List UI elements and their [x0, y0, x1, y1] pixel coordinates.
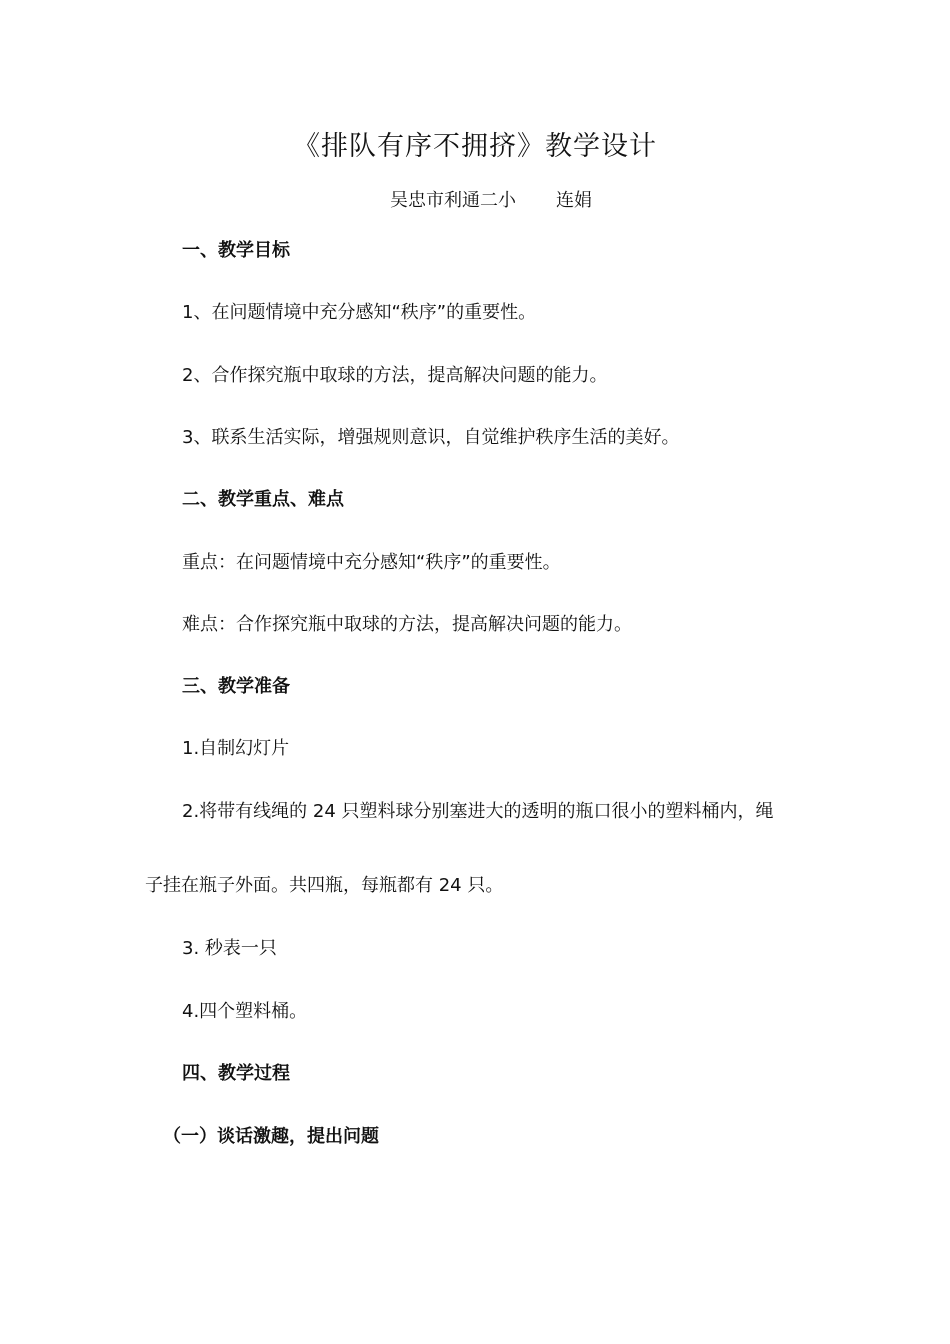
section-heading-key-points: 二、教学重点、难点 [182, 489, 344, 510]
section-heading-preparation: 三、教学准备 [182, 676, 290, 697]
prep-item-3: 3. 秒表一只 [182, 938, 277, 959]
key-point-text: 重点：在问题情境中充分感知“秩序”的重要性。 [182, 552, 561, 573]
section-heading-goals: 一、教学目标 [182, 240, 290, 261]
goal-item-3: 3、联系生活实际，增强规则意识，自觉维护秩序生活的美好。 [182, 427, 680, 448]
process-subheading-1: （一）谈话激趣，提出问题 [163, 1126, 379, 1147]
document-title: 《排队有序不拥挤》教学设计 [293, 131, 657, 162]
author-name: 连娟 [556, 190, 592, 211]
goal-item-1: 1、在问题情境中充分感知“秩序”的重要性。 [182, 302, 537, 323]
prep-item-4: 4.四个塑料桶。 [182, 1001, 308, 1022]
prep-item-2-line-1: 2.将带有线绳的 24 只塑料球分别塞进大的透明的瓶口很小的塑料桶内，绳 [182, 801, 774, 822]
goal-item-2: 2、合作探究瓶中取球的方法，提高解决问题的能力。 [182, 365, 608, 386]
prep-item-1: 1.自制幻灯片 [182, 738, 290, 759]
prep-item-2-line-2: 子挂在瓶子外面。共四瓶，每瓶都有 24 只。 [145, 875, 504, 896]
difficult-point-text: 难点：合作探究瓶中取球的方法，提高解决问题的能力。 [182, 614, 632, 635]
author-line [390, 186, 592, 216]
author-school: 吴忠市利通二小 [390, 190, 516, 211]
section-heading-process: 四、教学过程 [182, 1063, 290, 1084]
